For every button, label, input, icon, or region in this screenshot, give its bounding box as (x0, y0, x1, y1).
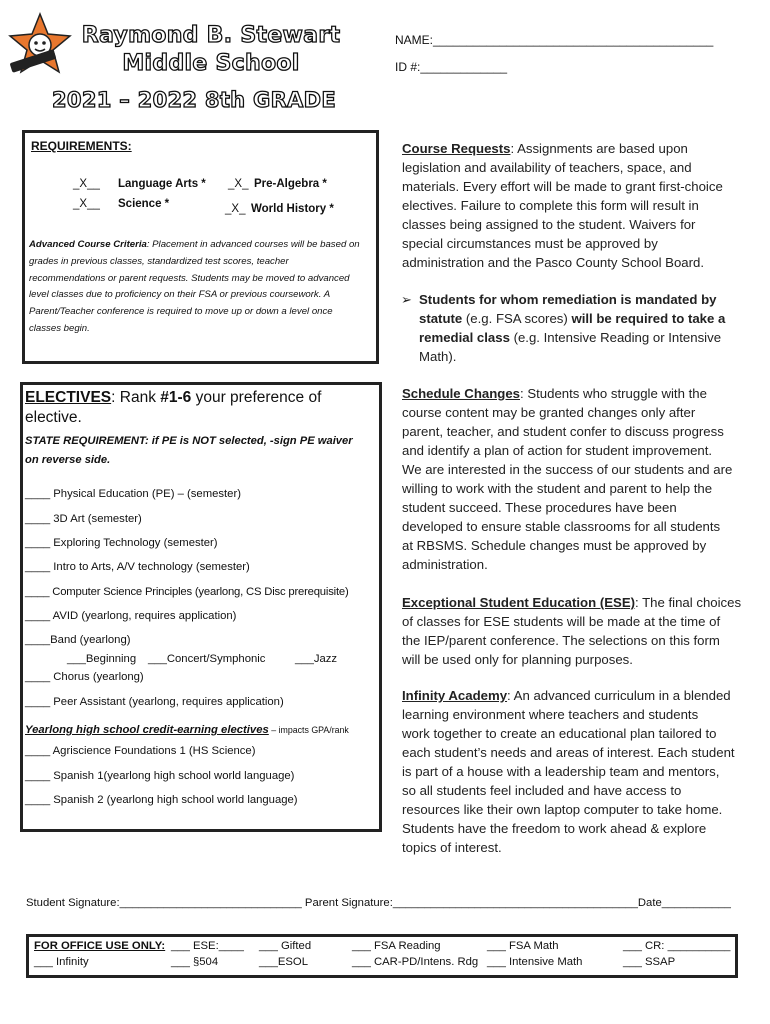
infinity-line-1: : An advanced curriculum in a blended (507, 688, 731, 703)
advanced-line-1: : Placement in advanced courses will be based on (146, 239, 360, 250)
schedule-changes-line-2: course content may be granted changes only after (402, 405, 696, 420)
pre-algebra-mark[interactable]: _X_ (228, 178, 249, 190)
state-requirement-line1: STATE REQUIREMENT: if PE is NOT selected, -sign PE waiver (25, 435, 353, 447)
elective-band[interactable]: ____Band (yearlong) (25, 634, 131, 646)
band-concert[interactable]: ___Concert/Symphonic (148, 653, 266, 665)
credit-electives-title: Yearlong high school credit-earning electives (25, 724, 269, 736)
world-history-label: World History * (251, 203, 334, 215)
advanced-line-4: level classes due to proficiency on their FSA or previous coursework. A (29, 289, 331, 301)
elective-spanish-1[interactable]: ____ Spanish 1(yearlong high school world language) (25, 770, 295, 782)
science-mark[interactable]: _X__ (73, 198, 100, 210)
advanced-line-3: recommendations or parent requests. Students may be moved to advanced (29, 272, 350, 284)
state-requirement (25, 432, 353, 470)
requirements-box (22, 130, 379, 364)
course-requests-line-3: materials. Every effort will be made to grant first-choice (402, 179, 723, 194)
course-requests-line-5: classes being assigned to the student. Waivers for (402, 217, 696, 232)
office-infinity[interactable]: ___ Infinity (34, 956, 89, 968)
state-requirement-line2: on reverse side. (25, 454, 111, 466)
name-field[interactable]: NAME:__________________________________________ (395, 33, 714, 47)
schedule-changes-line-10: administration. (402, 557, 488, 572)
electives-title-rest: your preference of (191, 389, 322, 406)
infinity-line-2: learning environment where teachers and students (402, 707, 699, 722)
advanced-line-5: Parent/Teacher conference is required to move up or down a level once (29, 306, 333, 318)
grade-title: 2021 – 2022 8th GRADE (52, 88, 336, 112)
course-requests (402, 139, 762, 272)
electives-rank: #1-6 (160, 389, 192, 406)
band-jazz[interactable]: ___Jazz (295, 653, 338, 665)
remediation-line-4: Math). (419, 349, 457, 364)
course-requests-line-1: : Assignments are based upon (510, 141, 688, 156)
schedule-changes (402, 384, 762, 574)
remediation-bold-2b: will be required to take a (571, 311, 726, 326)
course-requests-line-7: administration and the Pasco County School Board. (402, 255, 705, 270)
schedule-changes-line-3: parent, teacher, and student confer to discuss progress (402, 424, 724, 439)
office-cr[interactable]: ___ CR: __________ (623, 940, 731, 952)
office-gifted[interactable]: ___ Gifted (259, 940, 312, 952)
elective-peer-assistant[interactable]: ____ Peer Assistant (yearlong, requires application) (25, 696, 284, 708)
office-fsa-math[interactable]: ___ FSA Math (487, 940, 559, 952)
office-504[interactable]: ___ §504 (171, 956, 219, 968)
infinity-academy (402, 686, 762, 857)
ese-title: Exceptional Student Education (ESE) (402, 595, 636, 610)
pre-algebra-label: Pre-Algebra * (254, 178, 327, 190)
electives-title-line2: elective. (25, 409, 82, 426)
office-use-box (26, 934, 738, 978)
office-intensive-math[interactable]: ___ Intensive Math (487, 956, 583, 968)
band-beginning[interactable]: ___Beginning (67, 653, 137, 665)
requirements-title: REQUIREMENTS: (31, 139, 132, 153)
infinity-line-6: so all students feel included and have access to (402, 783, 682, 798)
remediation-normal-3: (e.g. Intensive Reading or Intensive (509, 330, 722, 345)
advanced-line-6: classes begin. (29, 322, 90, 334)
credit-electives-heading (25, 720, 349, 738)
course-requests-title: Course Requests (402, 141, 511, 156)
remediation-normal-2: (e.g. FSA scores) (462, 311, 572, 326)
ese-line-1: : The final choices (635, 595, 742, 610)
infinity-line-5: is part of a house with a leadership team and mentors, (402, 764, 720, 779)
schedule-changes-line-8: developed to ensure stable classrooms for all students (402, 519, 721, 534)
language-arts-mark[interactable]: _X__ (73, 178, 100, 190)
ese-line-2: of classes for ESE students will be made at the time of (402, 614, 721, 629)
date-field[interactable]: Date___________ (637, 897, 731, 909)
infinity-line-3: work together to create an educational plan tailored to (402, 726, 717, 741)
office-fsa-reading[interactable]: ___ FSA Reading (352, 940, 441, 952)
schedule-changes-line-7: student succeed. These procedures have been (402, 500, 677, 515)
elective-spanish-2[interactable]: ____ Spanish 2 (yearlong high school world language) (25, 794, 298, 806)
schedule-changes-line-9: at RBSMS. Schedule changes must be approved by (402, 538, 707, 553)
office-car-pd[interactable]: ___ CAR-PD/Intens. Rdg (352, 956, 479, 968)
id-field[interactable]: ID #:_____________ (395, 60, 508, 74)
infinity-line-7: resources like their own laptop computer to take home. (402, 802, 723, 817)
elective-intro-arts[interactable]: ____ Intro to Arts, A/V technology (semester) (25, 561, 250, 573)
elective-avid[interactable]: ____ AVID (yearlong, requires application) (25, 610, 237, 622)
school-name (80, 22, 342, 78)
schedule-changes-line-6: willing to work with the student and parent to help the (402, 481, 713, 496)
electives-box (20, 382, 382, 832)
science-label: Science * (118, 198, 170, 210)
electives-title (25, 388, 321, 428)
school-name-line1: Raymond B. Stewart (81, 23, 341, 48)
parent-signature-field[interactable]: Parent Signature:_______________________________________ (301, 897, 638, 909)
infinity-title: Infinity Academy (402, 688, 508, 703)
language-arts-label: Language Arts * (118, 178, 206, 190)
credit-electives-note: – impacts GPA/rank (268, 725, 349, 735)
advanced-line-2: grades in previous classes, standardized test scores, teacher (29, 255, 289, 267)
course-requests-line-2: legislation and availability of teachers, space, and (402, 160, 692, 175)
ese-section (402, 593, 762, 669)
schedule-changes-line-5: We are interested in the success of our students and are (402, 462, 733, 477)
elective-pe[interactable]: ____ Physical Education (PE) – (semester) (25, 488, 241, 500)
electives-heading: ELECTIVES (25, 389, 112, 406)
signature-line (26, 897, 731, 909)
infinity-line-8: Students have the freedom to work ahead & explore (402, 821, 707, 836)
elective-computer-science[interactable]: ____ Computer Science Principles (yearlong, CS Disc prerequisite) (25, 586, 349, 598)
elective-chorus[interactable]: ____ Chorus (yearlong) (25, 671, 144, 683)
office-ese[interactable]: ___ ESE:____ (171, 940, 244, 952)
infinity-line-4: each student’s needs and areas of interest. Each student (402, 745, 735, 760)
remediation-bold-2: statute (419, 311, 463, 326)
schedule-changes-title: Schedule Changes (402, 386, 520, 401)
elective-agriscience[interactable]: ____ Agriscience Foundations 1 (HS Science) (25, 745, 256, 757)
arrow-bullet-icon: ➢ (401, 292, 412, 307)
office-esol[interactable]: ___ESOL (259, 956, 308, 968)
course-requests-line-4: electives. Failure to complete this form will result in (402, 198, 699, 213)
school-name-line2: Middle School (122, 51, 300, 76)
student-signature-field[interactable]: Student Signature:_____________________________ (26, 897, 302, 909)
elective-exploring-technology[interactable]: ____ Exploring Technology (semester) (25, 537, 218, 549)
school-logo (8, 12, 72, 78)
ese-line-4: will be used only for planning purposes. (402, 652, 633, 667)
office-use-title: FOR OFFICE USE ONLY: (34, 940, 166, 952)
ese-line-3: the IEP/parent conference. The selections on this form (402, 633, 720, 648)
office-ssap[interactable]: ___ SSAP (623, 956, 676, 968)
elective-3d-art[interactable]: ____ 3D Art (semester) (25, 513, 142, 525)
remediation-bold-1: Students for whom remediation is mandated by (419, 292, 717, 307)
remediation-note (401, 290, 761, 366)
advanced-criteria (29, 237, 377, 338)
advanced-criteria-label: Advanced Course Criteria (29, 239, 147, 250)
electives-title-mid: : Rank (111, 389, 161, 406)
schedule-changes-line-4: and identify a plan of action for student improvement. (402, 443, 713, 458)
infinity-line-9: topics of interest. (402, 840, 502, 855)
remediation-bold-3: remedial class (419, 330, 510, 345)
world-history-mark[interactable]: _X_ (225, 203, 246, 215)
course-requests-line-6: special circumstances must be approved by (402, 236, 658, 251)
schedule-changes-line-1: : Students who struggle with the (520, 386, 707, 401)
